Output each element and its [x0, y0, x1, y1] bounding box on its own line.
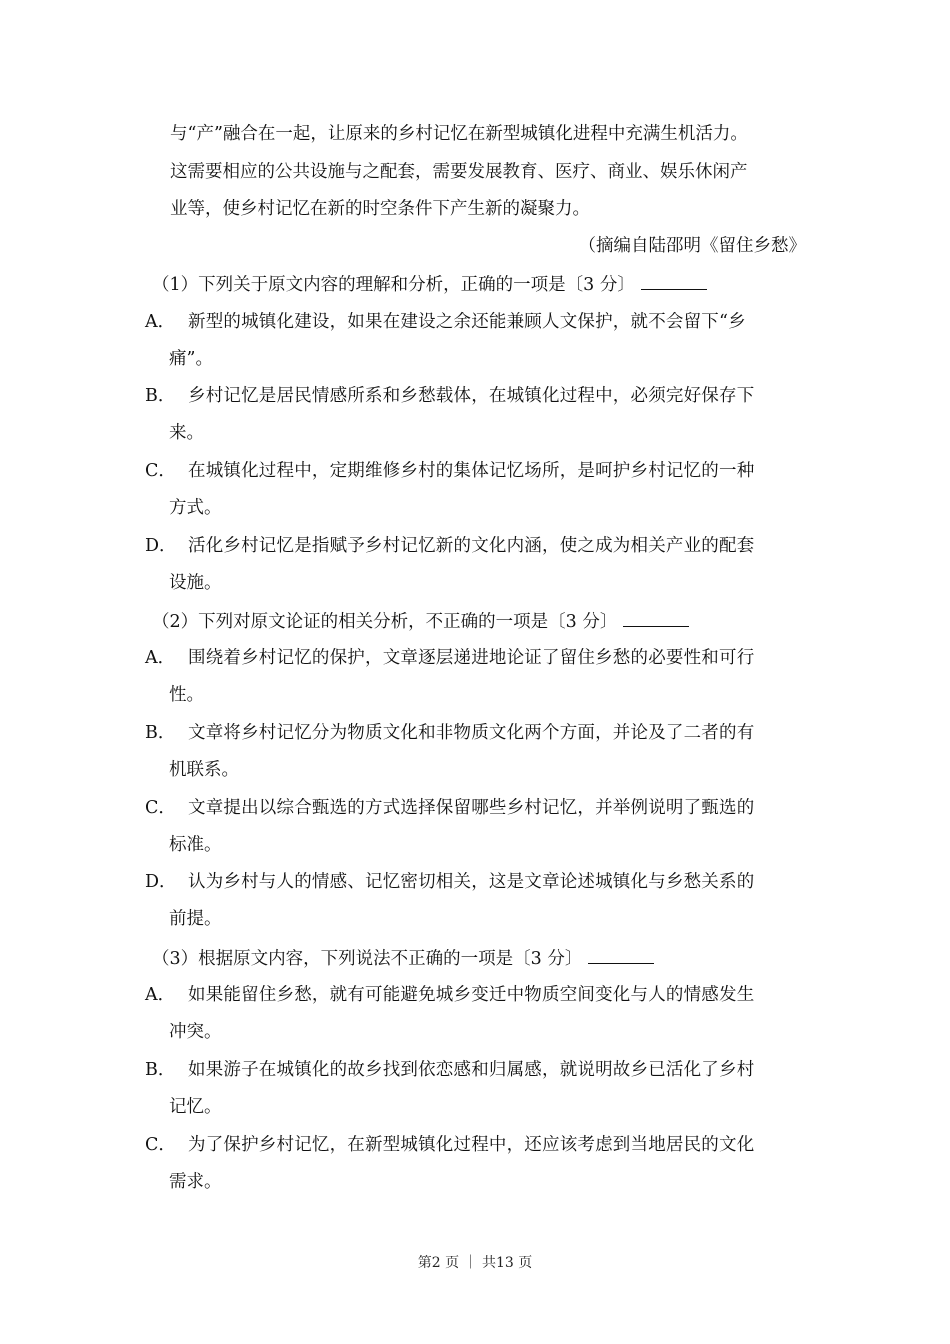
- q2-option-a-cont: 性。: [169, 685, 204, 705]
- q1-option-b-cont: 来。: [169, 423, 204, 443]
- option-letter: A．: [145, 648, 176, 668]
- option-letter: A．: [145, 312, 176, 332]
- option-text: 文章提出以综合甄选的方式选择保留哪些乡村记忆，并举例说明了甄选的: [188, 798, 755, 818]
- question-3-stem-text: （3）根据原文内容，下列说法不正确的一项是〔3 分〕: [152, 949, 583, 969]
- option-text: 如果游子在城镇化的故乡找到依恋感和归属感，就说明故乡已活化了乡村: [188, 1060, 755, 1080]
- option-letter: C．: [145, 798, 176, 818]
- q3-option-a-cont: 冲突。: [169, 1022, 222, 1042]
- option-text: 新型的城镇化建设，如果在建设之余还能兼顾人文保护，就不会留下“乡: [188, 312, 746, 332]
- page-footer: 第2 页 ｜ 共13 页: [417, 1255, 533, 1271]
- q2-option-c-cont: 标准。: [169, 835, 222, 855]
- q1-option-d-cont: 设施。: [169, 573, 222, 593]
- option-text: 乡村记忆是居民情感所系和乡愁载体，在城镇化过程中，必须完好保存下: [188, 386, 755, 406]
- passage-line-1: 与“产”融合在一起，让原来的乡村记忆在新型城镇化进程中充满生机活力。: [170, 124, 748, 144]
- option-letter: D．: [145, 536, 177, 556]
- option-letter: C．: [145, 461, 176, 481]
- q2-option-b-cont: 机联系。: [169, 760, 239, 780]
- option-letter: B．: [145, 1060, 176, 1080]
- answer-blank-3[interactable]: [588, 945, 654, 964]
- option-letter: B．: [145, 386, 176, 406]
- question-2-stem: [152, 608, 950, 634]
- q3-option-b-cont: 记忆。: [169, 1097, 222, 1117]
- option-text: 文章将乡村记忆分为物质文化和非物质文化两个方面，并论及了二者的有: [188, 723, 755, 743]
- q3-option-c-cont: 需求。: [169, 1172, 222, 1192]
- passage-source: （摘编自陆邵明《留住乡愁》: [578, 236, 806, 256]
- option-text: 如果能留住乡愁，就有可能避免城乡变迁中物质空间变化与人的情感发生: [188, 985, 755, 1005]
- passage-line-2: 这需要相应的公共设施与之配套，需要发展教育、医疗、商业、娱乐休闲产: [170, 162, 748, 182]
- option-letter: C．: [145, 1135, 176, 1155]
- answer-blank-1[interactable]: [641, 271, 707, 290]
- option-letter: A．: [145, 985, 176, 1005]
- q2-option-d-cont: 前提。: [169, 909, 222, 929]
- question-3-stem: [152, 945, 950, 971]
- question-1-stem-text: （1）下列关于原文内容的理解和分析，正确的一项是〔3 分〕: [152, 275, 635, 295]
- option-text: 活化乡村记忆是指赋予乡村记忆新的文化内涵，使之成为相关产业的配套: [188, 536, 755, 556]
- option-text: 认为乡村与人的情感、记忆密切相关，这是文章论述城镇化与乡愁关系的: [188, 872, 755, 892]
- option-text: 为了保护乡村记忆，在新型城镇化过程中，还应该考虑到当地居民的文化: [188, 1135, 755, 1155]
- option-letter: D．: [145, 872, 177, 892]
- question-1-stem: [152, 271, 950, 297]
- passage-line-3: 业等，使乡村记忆在新的时空条件下产生新的凝聚力。: [170, 199, 590, 219]
- option-letter: B．: [145, 723, 176, 743]
- option-text: 在城镇化过程中，定期维修乡村的集体记忆场所，是呵护乡村记忆的一种: [188, 461, 755, 481]
- option-text: 围绕着乡村记忆的保护，文章逐层递进地论证了留住乡愁的必要性和可行: [188, 648, 755, 668]
- answer-blank-2[interactable]: [623, 608, 689, 627]
- q1-option-a-cont: 痛”。: [169, 349, 213, 369]
- q1-option-c-cont: 方式。: [169, 498, 222, 518]
- question-2-stem-text: （2）下列对原文论证的相关分析，不正确的一项是〔3 分〕: [152, 612, 618, 632]
